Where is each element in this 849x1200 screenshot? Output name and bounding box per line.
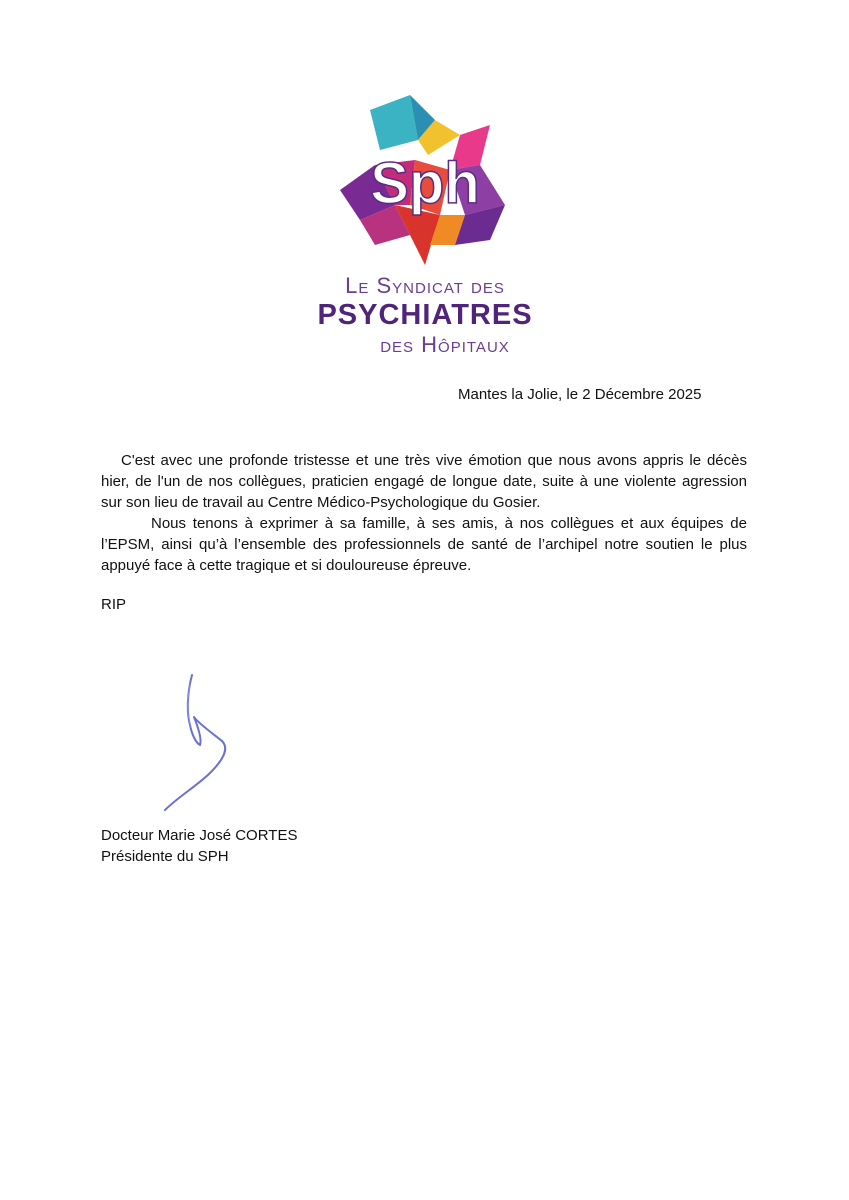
logo-line-syndicat: Le Syndicat des [345,273,505,298]
closing-rip: RIP [101,596,127,613]
handwritten-signature [150,665,310,815]
place-and-date: Mantes la Jolie, le 2 Décembre 2025 [458,386,702,403]
logo-line-psychiatres: PSYCHIATRES [317,299,533,331]
logo-line-hopitaux: des Hôpitaux [380,332,510,357]
signatory-block [101,825,297,867]
paragraph-support: Nous tenons à exprimer à sa famille, à ses amis, à nos collègues et aux équipes de l’EPSM, ainsi qu’à l’ensemble des professionnels de santé de l’archipel notre soutien le plus appuyé face à cette tragique et si douloureuse épreuve. [101,515,747,574]
letter-body [101,450,747,576]
signatory-name: Docteur Marie José CORTES [101,827,298,844]
logo-wordmark [300,275,550,356]
sph-logo-wordmark: Sph [370,151,480,216]
sph-logo [300,95,550,360]
paragraph-condolence: C'est avec une profonde tristesse et une très vive émotion que nous avons appris le décès hier, de l'un de nos collègues, praticien engagé de longue date, suite à une violente agression sur son lieu de travail au Centre Médico-Psychologique du Gosier. [101,452,747,511]
signatory-title: Présidente du SPH [101,848,229,865]
sph-logo-mark [340,95,510,270]
